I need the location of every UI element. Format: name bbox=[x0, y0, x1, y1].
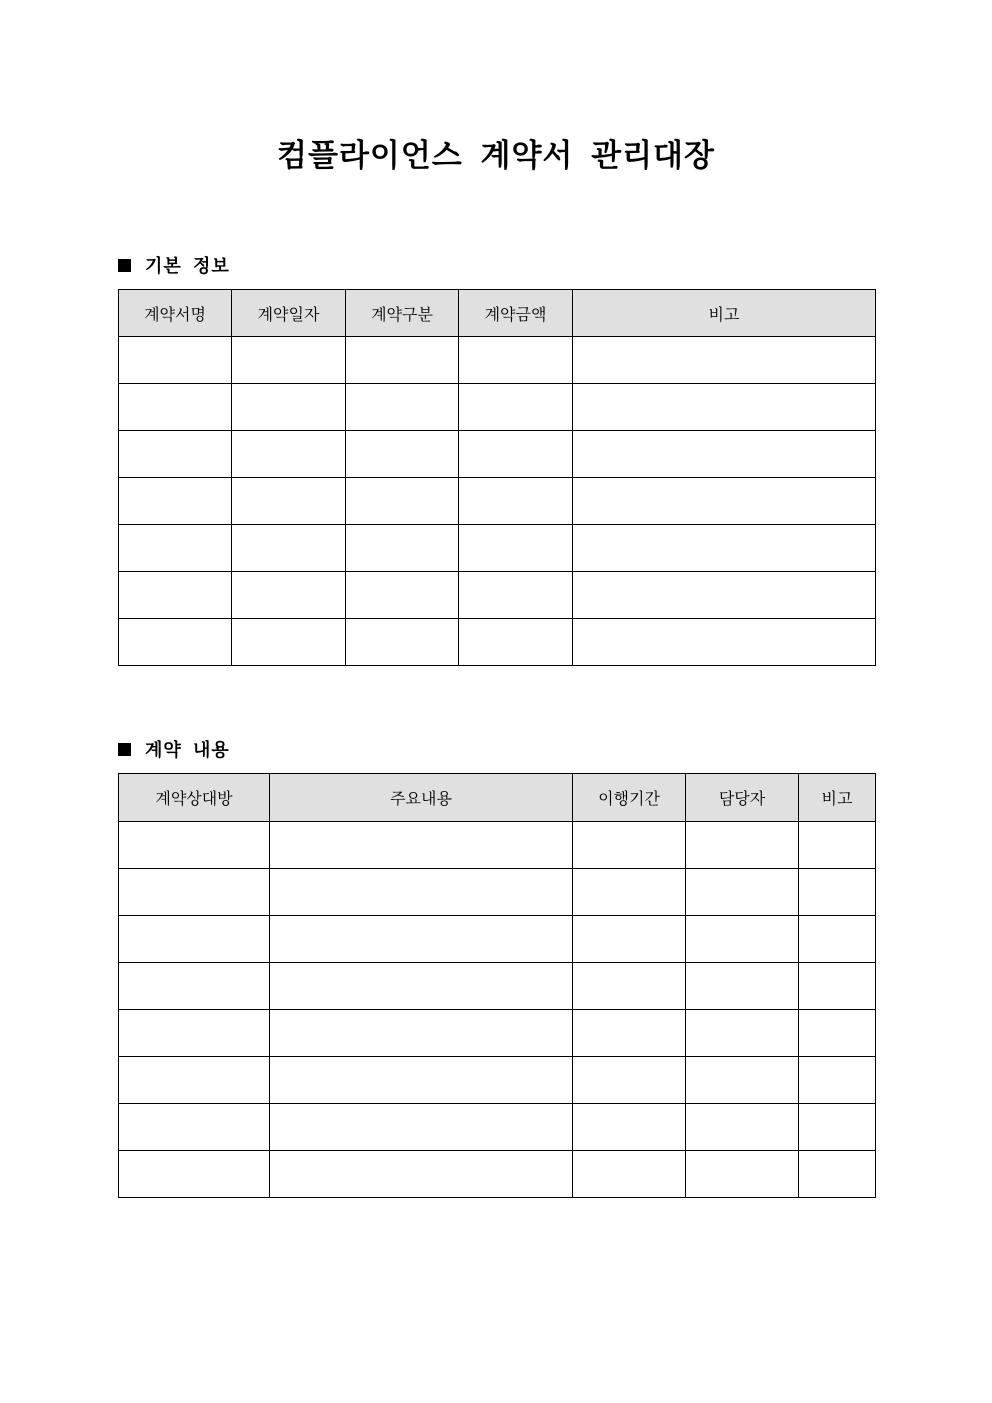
table-cell[interactable] bbox=[799, 963, 876, 1010]
column-header-person-in-charge: 담당자 bbox=[686, 774, 799, 822]
table-cell[interactable] bbox=[459, 337, 573, 384]
column-header-main-content: 주요내용 bbox=[270, 774, 573, 822]
table-row bbox=[119, 869, 876, 916]
table-cell[interactable] bbox=[573, 384, 876, 431]
table-cell[interactable] bbox=[573, 478, 876, 525]
table-cell[interactable] bbox=[573, 1010, 686, 1057]
table-cell[interactable] bbox=[799, 1057, 876, 1104]
table-cell[interactable] bbox=[232, 337, 346, 384]
table-row bbox=[119, 619, 876, 666]
contract-content-table-body bbox=[119, 822, 876, 1198]
table-cell[interactable] bbox=[686, 1151, 799, 1198]
table-cell[interactable] bbox=[573, 1151, 686, 1198]
table-cell[interactable] bbox=[232, 431, 346, 478]
table-cell[interactable] bbox=[346, 572, 459, 619]
table-cell[interactable] bbox=[119, 478, 232, 525]
table-cell[interactable] bbox=[573, 619, 876, 666]
table-cell[interactable] bbox=[459, 525, 573, 572]
table-header-row bbox=[119, 290, 876, 337]
table-cell[interactable] bbox=[459, 384, 573, 431]
table-cell[interactable] bbox=[270, 1151, 573, 1198]
table-row bbox=[119, 572, 876, 619]
table-cell[interactable] bbox=[119, 1057, 270, 1104]
column-header-counterparty: 계약상대방 bbox=[119, 774, 270, 822]
section-heading-contract-content bbox=[118, 736, 230, 762]
table-cell[interactable] bbox=[573, 525, 876, 572]
table-cell[interactable] bbox=[573, 916, 686, 963]
table-cell[interactable] bbox=[119, 1010, 270, 1057]
section-heading-basic-info bbox=[118, 252, 230, 278]
table-cell[interactable] bbox=[573, 431, 876, 478]
table-cell[interactable] bbox=[799, 869, 876, 916]
table-cell[interactable] bbox=[119, 963, 270, 1010]
table-cell[interactable] bbox=[686, 963, 799, 1010]
table-cell[interactable] bbox=[232, 384, 346, 431]
column-header-contract-name: 계약서명 bbox=[119, 290, 232, 337]
table-cell[interactable] bbox=[270, 869, 573, 916]
table-cell[interactable] bbox=[119, 431, 232, 478]
page-title: 컴플라이언스 계약서 관리대장 bbox=[277, 138, 715, 174]
table-cell[interactable] bbox=[573, 1104, 686, 1151]
table-row bbox=[119, 963, 876, 1010]
table-cell[interactable] bbox=[686, 916, 799, 963]
table-cell[interactable] bbox=[346, 384, 459, 431]
table-cell[interactable] bbox=[119, 572, 232, 619]
table-cell[interactable] bbox=[270, 963, 573, 1010]
table-cell[interactable] bbox=[686, 822, 799, 869]
basic-info-table-body bbox=[119, 337, 876, 666]
table-cell[interactable] bbox=[799, 1104, 876, 1151]
table-cell[interactable] bbox=[270, 1057, 573, 1104]
table-row bbox=[119, 431, 876, 478]
column-header-remarks: 비고 bbox=[573, 290, 876, 337]
table-cell[interactable] bbox=[119, 822, 270, 869]
table-cell[interactable] bbox=[119, 916, 270, 963]
table-cell[interactable] bbox=[232, 478, 346, 525]
table-cell[interactable] bbox=[119, 384, 232, 431]
contract-content-table bbox=[118, 773, 876, 1198]
table-row bbox=[119, 1151, 876, 1198]
table-cell[interactable] bbox=[573, 822, 686, 869]
table-cell[interactable] bbox=[232, 525, 346, 572]
table-row bbox=[119, 822, 876, 869]
table-cell[interactable] bbox=[119, 1151, 270, 1198]
table-cell[interactable] bbox=[459, 572, 573, 619]
table-cell[interactable] bbox=[799, 1151, 876, 1198]
table-cell[interactable] bbox=[232, 619, 346, 666]
table-cell[interactable] bbox=[686, 1104, 799, 1151]
square-bullet-icon bbox=[118, 743, 131, 756]
table-cell[interactable] bbox=[119, 619, 232, 666]
column-header-contract-date: 계약일자 bbox=[232, 290, 346, 337]
table-row bbox=[119, 1010, 876, 1057]
table-row bbox=[119, 1057, 876, 1104]
table-cell[interactable] bbox=[459, 431, 573, 478]
table-header-row bbox=[119, 774, 876, 822]
table-row bbox=[119, 525, 876, 572]
table-cell[interactable] bbox=[799, 916, 876, 963]
table-cell[interactable] bbox=[270, 1010, 573, 1057]
column-header-performance-period: 이행기간 bbox=[573, 774, 686, 822]
column-header-contract-type: 계약구분 bbox=[346, 290, 459, 337]
table-cell[interactable] bbox=[270, 916, 573, 963]
table-row bbox=[119, 916, 876, 963]
square-bullet-icon bbox=[118, 259, 131, 272]
table-cell[interactable] bbox=[686, 1010, 799, 1057]
table-cell[interactable] bbox=[686, 1057, 799, 1104]
table-cell[interactable] bbox=[459, 478, 573, 525]
table-cell[interactable] bbox=[346, 619, 459, 666]
table-cell[interactable] bbox=[799, 1010, 876, 1057]
table-cell[interactable] bbox=[573, 1057, 686, 1104]
table-cell[interactable] bbox=[686, 869, 799, 916]
table-row bbox=[119, 337, 876, 384]
table-cell[interactable] bbox=[573, 869, 686, 916]
table-cell[interactable] bbox=[573, 963, 686, 1010]
table-cell[interactable] bbox=[119, 869, 270, 916]
table-cell[interactable] bbox=[270, 822, 573, 869]
table-cell[interactable] bbox=[119, 1104, 270, 1151]
table-cell[interactable] bbox=[270, 1104, 573, 1151]
section-heading-label: 기본 정보 bbox=[145, 256, 230, 277]
table-cell[interactable] bbox=[119, 525, 232, 572]
table-row bbox=[119, 478, 876, 525]
table-cell[interactable] bbox=[346, 337, 459, 384]
table-cell[interactable] bbox=[346, 525, 459, 572]
column-header-contract-amount: 계약금액 bbox=[459, 290, 573, 337]
table-row bbox=[119, 1104, 876, 1151]
basic-info-table bbox=[118, 289, 876, 666]
table-cell[interactable] bbox=[573, 572, 876, 619]
section-heading-label: 계약 내용 bbox=[145, 740, 230, 761]
table-cell[interactable] bbox=[119, 337, 232, 384]
table-cell[interactable] bbox=[346, 478, 459, 525]
table-cell[interactable] bbox=[232, 572, 346, 619]
column-header-remarks: 비고 bbox=[799, 774, 876, 822]
table-cell[interactable] bbox=[799, 822, 876, 869]
table-cell[interactable] bbox=[573, 337, 876, 384]
table-cell[interactable] bbox=[459, 619, 573, 666]
table-row bbox=[119, 384, 876, 431]
table-cell[interactable] bbox=[346, 431, 459, 478]
